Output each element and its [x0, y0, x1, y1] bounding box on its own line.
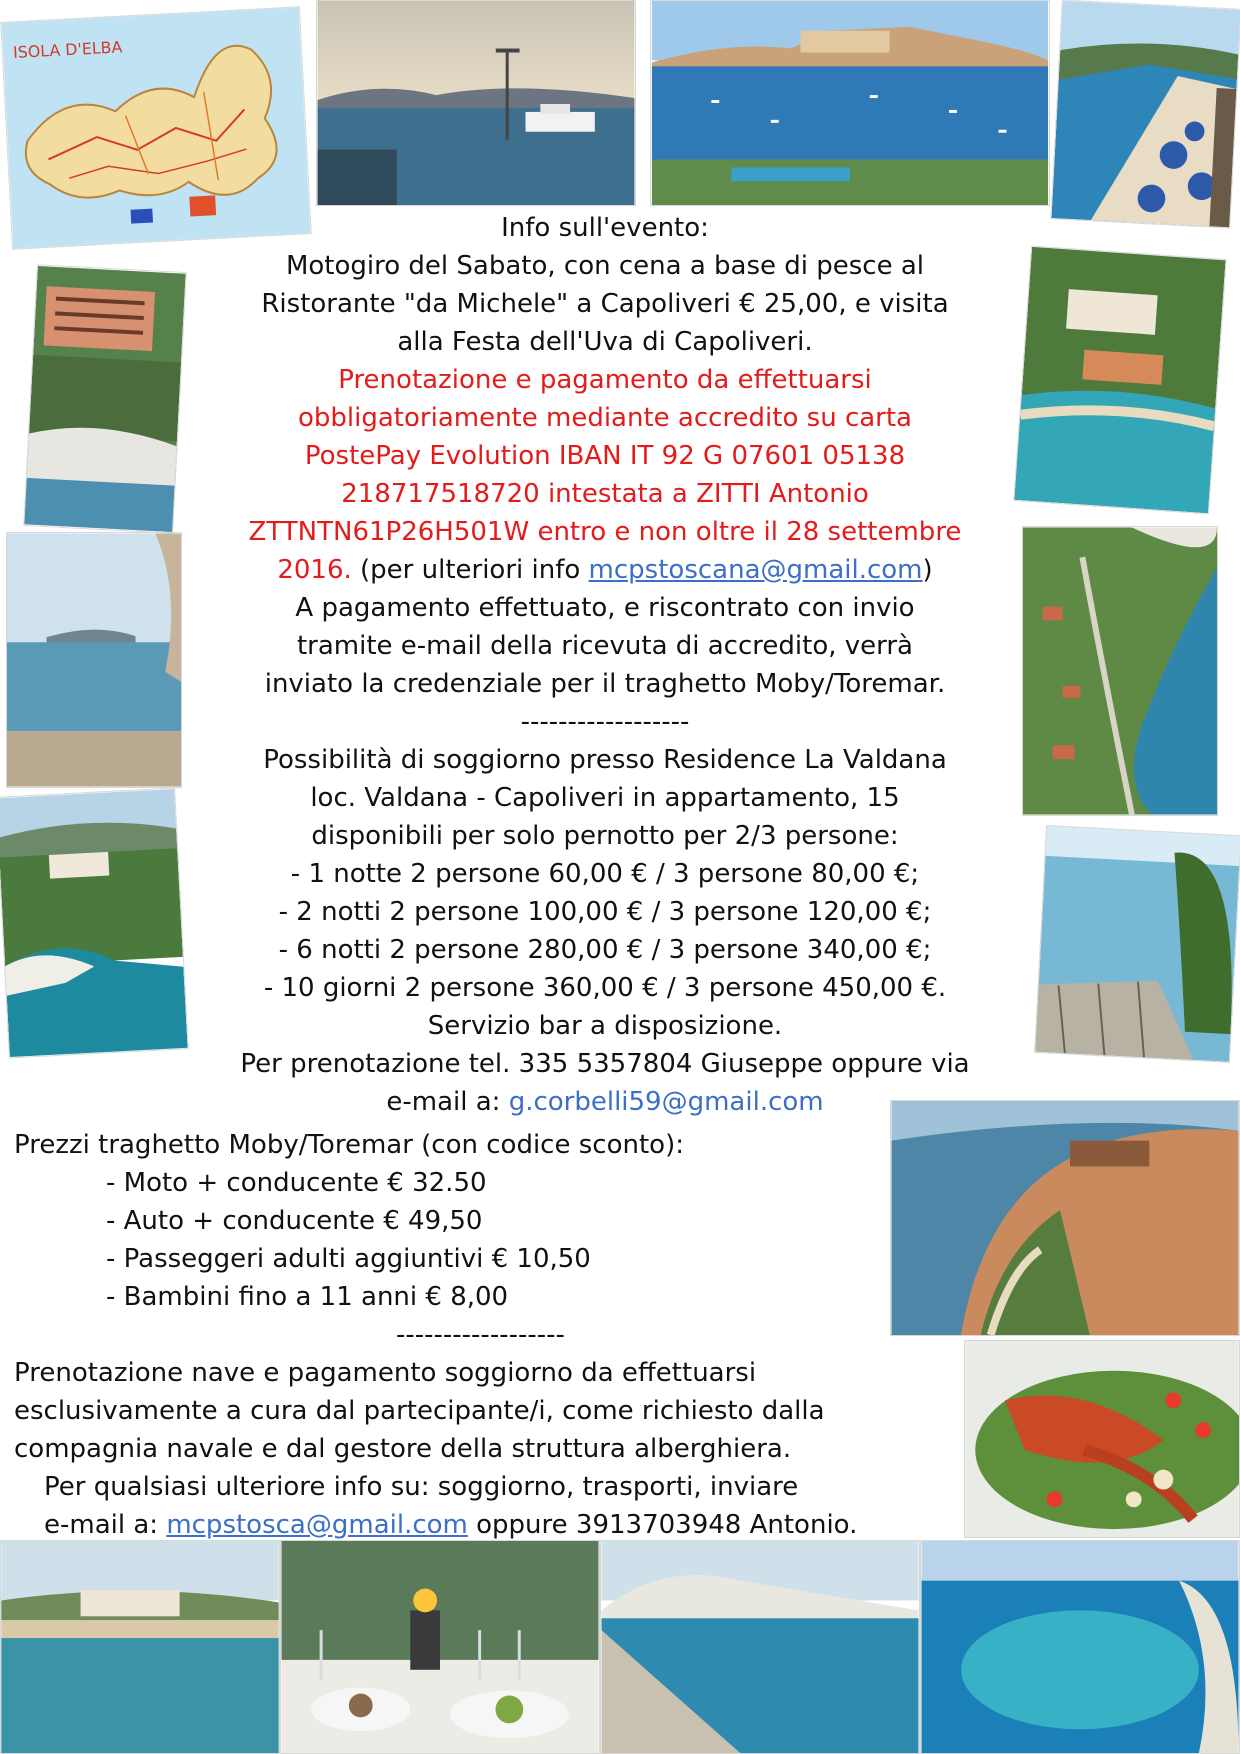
confirm-line: tramite e-mail della ricevuta di accredito, verrà — [296, 631, 913, 661]
event-line: Motogiro del Sabato, con cena a base di pesce al — [285, 251, 925, 281]
payment-deadline-year: 2016. — [277, 555, 352, 585]
confirm-line: inviato la credenziale per il traghetto Moby/Toremar. — [264, 669, 946, 699]
event-line: alla Festa dell'Uva di Capoliveri. — [397, 327, 813, 357]
rocky-shore-photo — [6, 532, 182, 788]
ferry-price-item: - Passeggeri adulti aggiuntivi € 10,50 — [106, 1244, 591, 1274]
payment-line: obbligatoriamente mediante accredito su carta — [298, 403, 912, 433]
event-line: Ristorante "da Michele" a Capoliveri € 25,00, e visita — [261, 289, 949, 319]
stay-email-link[interactable]: g.corbelli59@gmail.com — [508, 1087, 824, 1117]
ferry-prices-section — [14, 1126, 874, 1354]
footer-line: Prenotazione nave e pagamento soggiorno da effettuarsi — [14, 1358, 757, 1388]
harbor-ferry-photo — [316, 0, 636, 206]
payment-info-line — [190, 551, 1020, 589]
payment-line: 218717518720 intestata a ZITTI Antonio — [341, 479, 869, 509]
confirm-line: A pagamento effettuato, e riscontrato con invio — [295, 593, 915, 623]
ferry-heading: Prezzi traghetto Moby/Toremar (con codice sconto): — [14, 1130, 684, 1160]
payment-line: ZTTNTN61P26H501W entro e non oltre il 28 settembre — [248, 517, 962, 547]
stay-price-line: - 10 giorni 2 persone 360,00 € / 3 persone 450,00 €. — [263, 973, 947, 1003]
ferry-price-item: - Moto + conducente € 32.50 — [106, 1168, 487, 1198]
ferry-separator: ------------------ — [396, 1320, 565, 1350]
seaside-village-photo — [1013, 245, 1226, 514]
footer-line: compagnia navale e dal gestore della struttura alberghiera. — [14, 1434, 792, 1464]
section-separator: ------------------ — [520, 707, 690, 737]
candle-dinner-photo — [280, 1540, 600, 1754]
stay-line: Possibilità di soggiorno presso Residence La Valdana — [263, 745, 947, 775]
footer-section — [14, 1354, 954, 1544]
info-prefix: (per ulteriori info — [351, 555, 589, 585]
stay-line: loc. Valdana - Capoliveri in appartamento, 15 — [310, 783, 900, 813]
footer-line: Per qualsiasi ulteriore info su: soggiorno, trasporti, inviare — [44, 1472, 799, 1502]
info-suffix: ) — [922, 555, 933, 585]
event-heading: Info sull'evento: — [501, 213, 709, 243]
map-caption: ISOLA D'ELBA — [12, 37, 123, 63]
footer-contact-line — [14, 1506, 954, 1544]
stay-price-line: - 2 notti 2 persone 100,00 € / 3 persone 120,00 €; — [278, 897, 932, 927]
stay-line: Per prenotazione tel. 335 5357804 Giuseppe oppure via — [240, 1049, 970, 1079]
beach-town-photo — [0, 1540, 280, 1754]
payment-line: PostePay Evolution IBAN IT 92 G 07601 05138 — [304, 441, 906, 471]
stay-price-line: - 6 notti 2 persone 280,00 € / 3 persone 340,00 €; — [278, 935, 932, 965]
stay-email-prefix: e-mail a: — [386, 1087, 509, 1117]
stay-line: Servizio bar a disposizione. — [427, 1011, 783, 1041]
stay-line: disponibili per solo pernotto per 2/3 persone: — [311, 821, 899, 851]
stay-email-line — [190, 1083, 1020, 1121]
lobster-dish-photo — [964, 1340, 1240, 1538]
turquoise-cove-photo — [920, 1540, 1240, 1754]
footer-line: esclusivamente a cura dal partecipante/i, come richiesto dalla — [14, 1396, 825, 1426]
hotel-coast-photo — [23, 264, 187, 533]
footer-contact-suffix: oppure 3913703948 Antonio. — [467, 1510, 858, 1540]
payment-line: Prenotazione e pagamento da effettuarsi — [338, 365, 872, 395]
footer-email-link[interactable]: mcpstosca@gmail.com — [166, 1510, 468, 1540]
beach-umbrellas-photo — [1050, 0, 1240, 229]
white-cliffs-photo — [0, 787, 189, 1058]
info-email-link[interactable]: mcpstoscana@gmail.com — [588, 555, 923, 585]
stay-price-line: - 1 notte 2 persone 60,00 € / 3 persone 80,00 €; — [290, 859, 920, 889]
event-info-section — [190, 209, 1020, 1121]
coastal-road-photo — [1022, 526, 1218, 816]
stairway-sea-photo — [1034, 825, 1240, 1063]
fortress-town-photo — [890, 1100, 1240, 1336]
ferry-price-item: - Bambini fino a 11 anni € 8,00 — [106, 1282, 509, 1312]
pebble-beach-photo — [600, 1540, 920, 1754]
footer-contact-prefix: e-mail a: — [44, 1510, 167, 1540]
ferry-price-item: - Auto + conducente € 49,50 — [106, 1206, 483, 1236]
portoferraio-bay-photo — [650, 0, 1050, 206]
